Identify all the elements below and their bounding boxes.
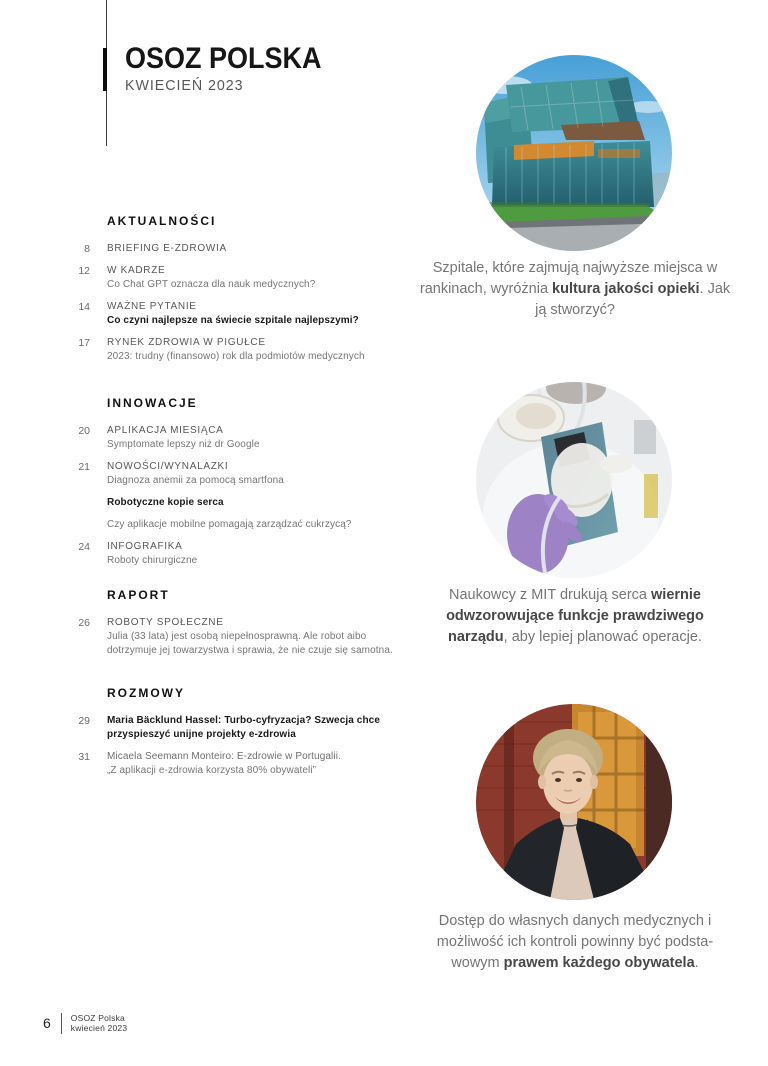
toc-page-number: 26 — [78, 617, 90, 629]
toc-item-title: WAŻNE PYTANIE — [107, 301, 197, 312]
magazine-title: OSOZ POLSKA — [125, 42, 322, 75]
caption-text: Szpitale, które zajmują najwyższe miejsca w rankinach, wyróżnia — [419, 260, 718, 297]
toc-section-rozmowy — [45, 686, 417, 786]
section-heading: AKTUALNOŚCI — [107, 214, 217, 228]
toc-section-aktualnosci — [45, 214, 417, 372]
toc-item-subtitle: Co czyni najlepsze na świecie szpitale najlepszymi? — [107, 315, 359, 326]
toc-item-subtitle: Diagnoza anemii za pomocą smartfona — [107, 475, 284, 486]
section-heading: INNOWACJE — [107, 396, 198, 410]
toc-page-number: 20 — [78, 425, 90, 437]
caption-text: Dostęp do własnych danych medycznych i możliwość ich kontroli powinny być podstawowym — [436, 913, 714, 971]
toc-page-number — [45, 496, 90, 510]
toc-item[interactable] — [45, 242, 417, 256]
caption-highlight: wiernie odwzorowujące funkcje prawdziwego narządu — [446, 587, 704, 645]
magazine-issue: KWIECIEŃ 2023 — [125, 77, 244, 94]
masthead-rule-accent — [103, 48, 107, 91]
toc-item[interactable] — [45, 616, 417, 658]
toc-section-innowacje — [45, 396, 417, 576]
toc-item-subtitle: Robotyczne kopie serca — [107, 497, 224, 508]
toc-item[interactable] — [45, 750, 417, 778]
toc-item[interactable] — [45, 518, 417, 532]
footer-imprint — [71, 1013, 127, 1034]
toc-item[interactable] — [45, 264, 417, 292]
portrait-illustration — [476, 704, 672, 900]
toc-page-number — [45, 518, 90, 532]
toc-item[interactable] — [45, 424, 417, 452]
toc-item-subtitle: 2023: trudny (finansowo) rok dla podmiotów medycznych — [107, 351, 365, 362]
caption-text: , aby lepiej planować operacje. — [503, 629, 702, 645]
toc-item[interactable] — [45, 336, 417, 364]
hospital-building-photo — [476, 55, 672, 251]
toc-page-number: 29 — [78, 715, 90, 727]
toc-item-subtitle: Symptomate lepszy niż dr Google — [107, 439, 260, 450]
toc-item-subtitle: Roboty chirurgiczne — [107, 555, 198, 566]
toc-page-number: 24 — [78, 541, 90, 553]
toc-item-subtitle: Czy aplikacje mobilne pomagają zarządzać cukrzycą? — [107, 519, 352, 530]
toc-section-raport — [45, 588, 417, 666]
footer-page-number: 6 — [43, 1015, 51, 1031]
toc-page-number: 14 — [78, 301, 90, 313]
masthead — [125, 44, 343, 95]
toc-item-subtitle: Co Chat GPT oznacza dla nauk medycznych? — [107, 279, 316, 290]
toc-page-number: 8 — [84, 243, 90, 255]
3d-printed-heart-photo — [476, 382, 672, 578]
toc-item-title: NOWOŚCI/WYNALAZKI — [107, 461, 229, 472]
section-heading: RAPORT — [107, 588, 170, 602]
footer-magazine-name: OSOZ Polska — [70, 1012, 125, 1023]
caption-text: Naukowcy z MIT drukują serca — [449, 587, 652, 603]
toc-page-number: 17 — [78, 337, 90, 349]
caption-text: . — [694, 955, 699, 971]
hospital-building-illustration — [476, 55, 672, 251]
caption-highlight: kultura jakości opieki — [552, 281, 700, 297]
section-heading: ROZMOWY — [107, 686, 185, 700]
feature-caption — [415, 258, 735, 321]
toc-item-title: Micaela Seemann Monteiro: E-zdrowie w Portugalii. — [107, 751, 341, 762]
toc-item-title: APLIKACJA MIESIĄCA — [107, 425, 224, 436]
toc-item-subtitle: „Z aplikacji e-zdrowia korzysta 80% obywateli” — [107, 765, 317, 776]
toc-item-title: ROBOTY SPOŁECZNE — [107, 617, 224, 628]
feature-caption — [430, 911, 720, 974]
toc-item-title: W KADRZE — [107, 265, 166, 276]
toc-item[interactable] — [45, 300, 417, 328]
printed-heart-illustration — [476, 382, 672, 578]
caption-text: . Jak ją stworzyć? — [535, 281, 731, 318]
footer-issue: kwiecień 2023 — [70, 1023, 128, 1033]
toc-item-title: Maria Bäcklund Hassel: Turbo-cyfryzacja? Szwecja chce przyspieszyć unijne projekty e-zdrowia — [107, 715, 380, 740]
toc-item-title: BRIEFING E-ZDROWIA — [107, 243, 227, 254]
woman-portrait-photo — [476, 704, 672, 900]
caption-highlight: prawem każdego obywatela — [503, 955, 695, 971]
toc-item-title: RYNEK ZDROWIA W PIGUŁCE — [107, 337, 266, 348]
toc-item-title: INFOGRAFIKA — [107, 541, 183, 552]
toc-page-number: 12 — [78, 265, 90, 277]
toc-page-number: 21 — [78, 461, 90, 473]
toc-item[interactable] — [45, 496, 417, 510]
footer — [43, 1012, 127, 1034]
feature-caption — [425, 585, 725, 648]
footer-divider — [61, 1013, 62, 1034]
toc-item[interactable] — [45, 714, 417, 742]
toc-item-subtitle: Julia (33 lata) jest osobą niepełnosprawną. Ale robot aibo dotrzymuje jej towarzystwa i sprawia, że nie czuje się samotna. — [107, 631, 393, 656]
toc-page-number: 31 — [78, 751, 90, 763]
toc-item[interactable] — [45, 540, 417, 568]
toc-item[interactable] — [45, 460, 417, 488]
